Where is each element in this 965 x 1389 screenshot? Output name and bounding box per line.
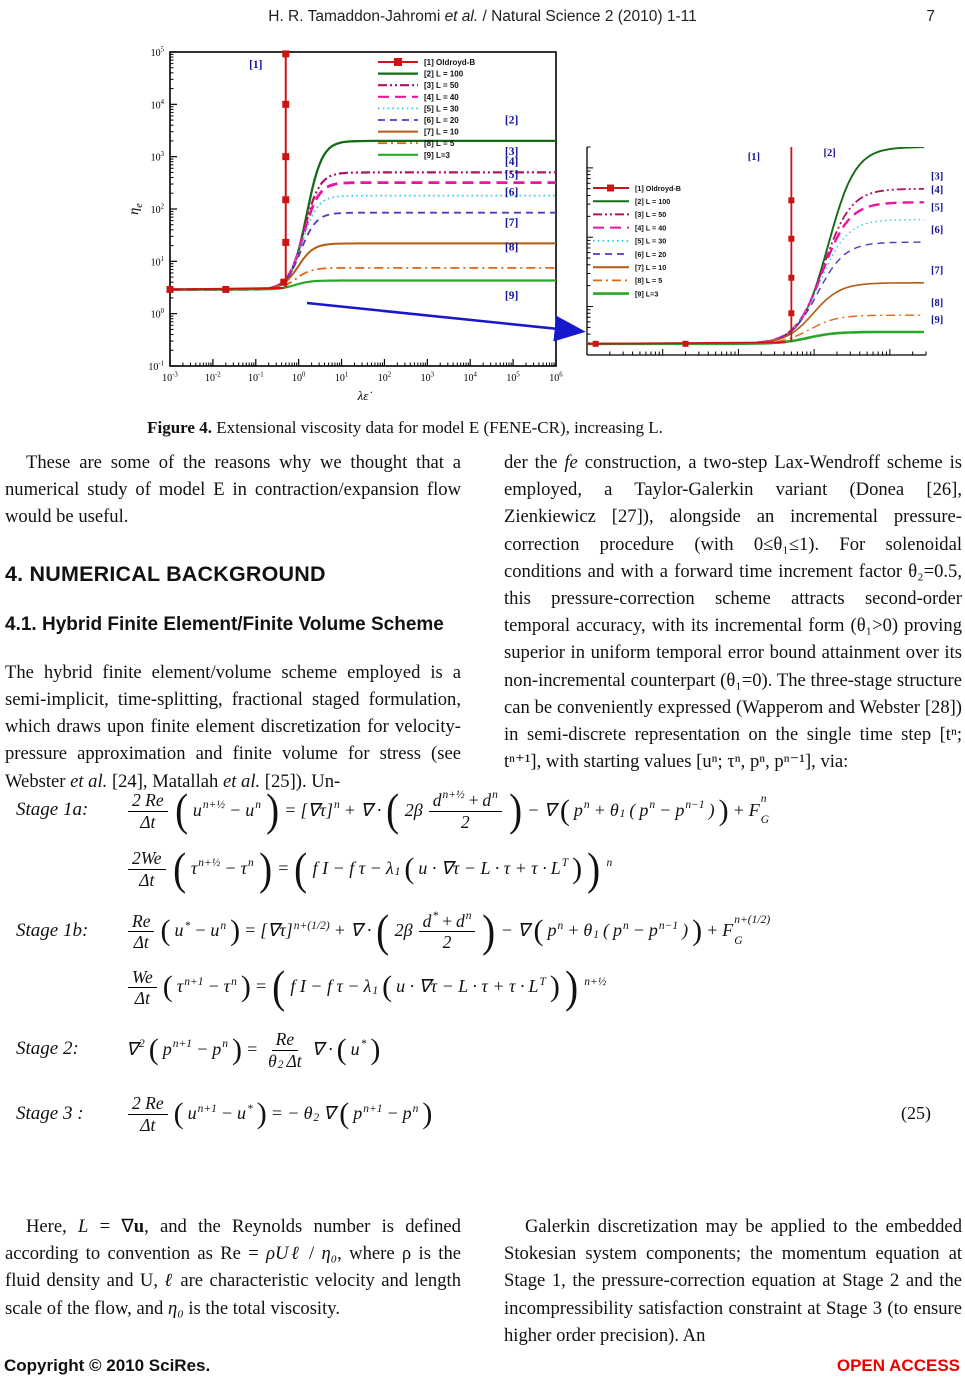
inset-legend-item (593, 263, 666, 272)
curve-label: [6] (504, 186, 519, 199)
inset-curve-label: [1] (747, 152, 761, 163)
figure-4 (0, 42, 965, 437)
axis-tick-label: $10^{-1}$ (247, 371, 264, 384)
axis-tick-label: $10^0$ (291, 371, 306, 384)
legend-item (378, 151, 451, 160)
bottom-left-column (5, 1213, 461, 1322)
curve-label: [8] (504, 241, 519, 254)
oldroyd-marker (282, 196, 289, 203)
axis-tick-label: $10^0$ (150, 308, 164, 321)
curve-label: [7] (504, 217, 519, 230)
axis-tick-label: $10^5$ (150, 46, 164, 59)
legend-label: [2] L = 100 (635, 197, 671, 206)
equation-row (0, 1091, 965, 1135)
left-column (5, 449, 461, 795)
bottom-right-column (504, 1213, 962, 1349)
legend-label: [6] L = 20 (635, 249, 667, 259)
legend-item (378, 128, 459, 137)
legend-label: [4] L = 40 (635, 223, 667, 233)
curve-label: [5] (504, 169, 519, 182)
legend-label: [3] L = 50 (424, 81, 459, 91)
x-axis-label: λε̇ (357, 388, 369, 403)
legend-label: [8] L = 5 (424, 139, 455, 149)
inset-oldroyd-marker (788, 310, 794, 316)
axis-tick-label: $10^4$ (150, 98, 164, 112)
equations-block (0, 784, 965, 1136)
figure-caption-label: Figure 4. (147, 418, 212, 437)
equation-stage-label: Stage 2: (16, 1038, 79, 1060)
equation-expression: $\frac{2 Re}{\Delta t}$ ( u n+½ − u n ) = [∇τ] n + ∇ · ( 2β d n+½ + d n 2 ) − ∇ ( p n + θ 1 ( p n − p n−1 ) ) + F n G (126, 788, 769, 832)
legend-label: [1] Oldroyd-B (635, 183, 681, 193)
axis-tick-label: $10^{-2}$ (205, 371, 221, 384)
open-access-link[interactable]: OPEN ACCESS (836, 1356, 960, 1375)
equation-number: (25) (901, 1103, 931, 1124)
inset-curve-label: [9] (931, 314, 944, 326)
inset-legend-item (593, 223, 666, 232)
figure-caption (55, 418, 755, 438)
axis-tick-label: $10^5$ (506, 371, 520, 384)
legend-item (378, 116, 459, 125)
y-axis-label: $\eta_e$ (127, 203, 145, 215)
curve-label: [3] (504, 146, 519, 159)
legend-item (378, 58, 475, 67)
curve-label: [4] (504, 156, 519, 169)
inset-oldroyd-marker (593, 341, 599, 347)
legend-sample-marker (394, 58, 402, 66)
legend-item (378, 93, 459, 102)
axis-tick-label: $10^1$ (334, 371, 349, 384)
plot-border (170, 52, 556, 366)
inset-legend-item (593, 237, 666, 246)
figure-caption-text: Extensional viscosity data for model E (FENE-CR), increasing L. (211, 418, 663, 437)
header-title: H. R. Tamaddon-Jahromi et al. / Natural Science 2 (2010) 1-11 (268, 8, 697, 25)
axis-tick-label: $10^2$ (377, 371, 392, 384)
equation-stage-label: Stage 1a: (16, 799, 89, 821)
equation-expression: $\frac{2We}{\Delta t}$ ( τ n+½ − τ n ) = ( f I − f τ − λ 1 ( u · ∇τ − L · τ + τ · L T ) ) n (126, 846, 612, 890)
axis-tick-label: $10^6$ (549, 371, 563, 384)
inset-curve-8 (587, 315, 924, 344)
equation-expression: ∇ 2 ( p n+1 − p n ) = Re θ 2 Δt ∇ · ( u * ) (126, 1029, 381, 1072)
section-heading: 4. NUMERICAL BACKGROUND (5, 561, 326, 586)
axis-tick-label: $10^{-3}$ (162, 371, 178, 384)
right-column (504, 449, 962, 775)
legend-label: [7] L = 10 (424, 127, 459, 137)
legend-label: [8] L = 5 (635, 276, 663, 286)
equation-stage-label: Stage 3 : (16, 1102, 84, 1124)
inset-legend-item (593, 289, 658, 298)
equation-expression: $\frac{We}{\Delta t}$ ( τ n+1 − τ n ) = ( f I − f τ − λ 1 ( u · ∇τ − L · τ + τ · L T ) ) n+½ (126, 965, 606, 1009)
paragraph: Here, L = ∇u, and the Reynolds number is defined according to convention as Re = ρUℓ / η₀, where ρ is the fluid density and U, ℓ are characteristic velocity and length scale of the flow, and η₀ is the total viscosity. (5, 1216, 462, 1319)
axis-tick-label: $10^3$ (420, 371, 435, 384)
extensional-viscosity-inset-chart (577, 142, 962, 379)
oldroyd-marker (282, 239, 289, 246)
curve-7 (170, 243, 556, 289)
curve-label: [9] (504, 290, 519, 303)
oldroyd-marker (280, 279, 287, 286)
inset-legend-item (593, 250, 666, 259)
inset-curve-label: [2] (823, 148, 836, 159)
equation-row (0, 842, 965, 894)
inset-curve-label: [8] (931, 298, 944, 310)
equation-row (0, 905, 965, 956)
inset-legend-item (593, 197, 670, 206)
inset-curve-label: [3] (931, 171, 944, 183)
equation-expression: $\frac{2 Re}{\Delta t}$ ( u n+1 − u * ) = − θ 2 ∇ ( p n+1 − p n ) (126, 1091, 432, 1135)
paragraph: der the fe construction, a two-step Lax-Wendroff scheme is employed, a Taylor-Galerkin variant (Donea [26], Zienkiewicz [27]), alongside an incremental pressure-correction procedure (with 0≤θ₁≤1). For solenoidal conditions and with a forward time increment factor θ₂=0.5, this pressure-correction scheme attracts second-order temporal accuracy, with its incremental form (θ₁>0) proving superior in uniform temporal error bound attainment over its non-incremental counterpart (θ₁=0). The three-stage structure can be conveniently expressed (Wapperom and Webster [28]) in semi-discrete representation on the single time step [tⁿ; tⁿ⁺¹], with starting values [uⁿ; τⁿ, pⁿ, pⁿ⁻¹], via: (504, 452, 962, 773)
oldroyd-marker (282, 50, 289, 57)
curve-3 (170, 172, 556, 289)
extensional-viscosity-main-chart (126, 44, 571, 404)
axis-tick-label: $10^4$ (463, 371, 477, 384)
oldroyd-marker (222, 286, 229, 293)
paragraph: Galerkin discretization may be applied to the embedded Stokesian system components; the momentum equation at Stage 1, the pressure-correction equation at Stage 2 and the incompressibility satisfaction constraint at Stage 3 (to ensure higher order precision). An (504, 1216, 962, 1346)
legend-item (378, 104, 459, 113)
curve-label: [1] (249, 58, 263, 71)
equation-row (0, 961, 965, 1013)
inset-oldroyd-marker (788, 197, 794, 203)
paragraph: The hybrid finite element/volume scheme employed is a semi-implicit, time-splitting, fractional staged formulation, which draws upon finite element discretization for velocity-pressure approximation and finite volume for stress (see Webster et al. [24], Matallah et al. [25]). Un- (5, 661, 461, 792)
inset-curve-label: [4] (931, 184, 944, 196)
legend-label: [1] Oldroyd-B (424, 58, 476, 67)
equation-row (0, 784, 965, 836)
oldroyd-marker (282, 153, 289, 160)
inset-legend-item (593, 276, 662, 285)
axis-tick-label: $10^3$ (150, 151, 164, 164)
legend-label: [9] L=3 (424, 150, 451, 160)
inset-curve-label: [5] (931, 202, 944, 214)
inset-oldroyd-marker (683, 341, 689, 347)
legend-label: [4] L = 40 (424, 92, 459, 102)
oldroyd-marker (167, 286, 174, 293)
copyright-text: Copyright © 2010 SciRes. (4, 1356, 211, 1375)
axis-tick-label: $10^1$ (150, 255, 164, 269)
oldroyd-marker (282, 101, 289, 108)
paragraph: These are some of the reasons why we thought that a numerical study of model E in contraction/expansion flow would be useful. (5, 452, 461, 528)
curve-label: [2] (504, 114, 519, 127)
page-header (0, 8, 965, 26)
equation-stage-label: Stage 1b: (16, 919, 89, 941)
equation-row (0, 1027, 965, 1071)
legend-sample-marker (607, 185, 614, 192)
page-number: 7 (926, 8, 935, 25)
inset-oldroyd-marker (788, 275, 794, 281)
curve-4 (170, 183, 556, 290)
legend-item (378, 70, 464, 79)
legend-item (378, 81, 459, 90)
legend-label: [7] L = 10 (635, 263, 667, 272)
legend-label: [5] L = 30 (635, 236, 667, 246)
inset-curves (587, 147, 924, 347)
subsection-heading: 4.1. Hybrid Finite Element/Finite Volume Scheme (5, 613, 444, 635)
legend-label: [9] L=3 (635, 289, 659, 299)
legend-label: [5] L = 30 (424, 104, 459, 114)
inset-curve-label: [7] (931, 265, 944, 277)
legend-label: [6] L = 20 (424, 116, 459, 125)
legend-label: [2] L = 100 (424, 69, 464, 79)
inset-curve-label: [6] (931, 224, 944, 236)
curve-6 (170, 213, 556, 290)
inset-legend-item (593, 210, 666, 219)
inset-oldroyd-marker (788, 236, 794, 242)
legend-label: [3] L = 50 (635, 210, 667, 220)
inset-legend-item (593, 184, 681, 193)
equation-expression: $\frac{Re}{\Delta t}$ ( u * − u n ) = [∇τ] n+(1/2) + ∇ · ( 2β d * + d n 2 ) − ∇ ( p n + θ 1 ( p n − p n−1 ) ) + F n+(1/2) G (126, 909, 770, 953)
axis-tick-label: $10^{-1}$ (148, 360, 164, 373)
axis-tick-label: $10^2$ (150, 203, 164, 216)
